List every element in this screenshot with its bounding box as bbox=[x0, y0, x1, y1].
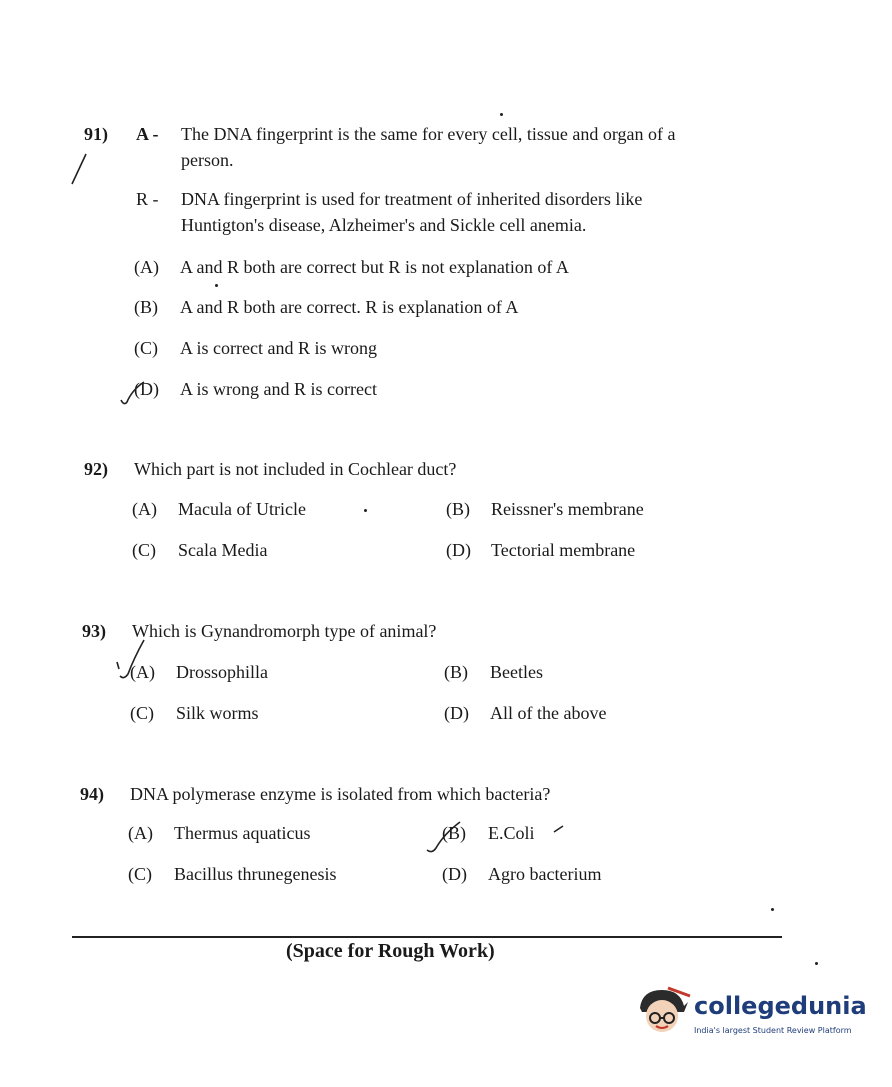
option-text: E.Coli bbox=[488, 823, 535, 843]
pen-stroke-mark bbox=[66, 150, 96, 190]
stray-dot bbox=[500, 113, 503, 116]
stray-dot bbox=[215, 284, 218, 287]
assertion-label: A - bbox=[136, 124, 159, 144]
option-label: (D) bbox=[446, 540, 471, 560]
option-text: A and R both are correct but R is not explanation of A bbox=[180, 257, 569, 277]
option-label: (D) bbox=[442, 864, 467, 884]
option-text: A is wrong and R is correct bbox=[180, 379, 377, 399]
stray-dot bbox=[815, 962, 818, 965]
option-text: A is correct and R is wrong bbox=[180, 338, 377, 358]
option-text: A and R both are correct. R is explanation of A bbox=[180, 297, 519, 317]
option-text: Drossophilla bbox=[176, 662, 268, 682]
option-text: Scala Media bbox=[178, 540, 268, 560]
question-text: DNA polymerase enzyme is isolated from which bacteria? bbox=[130, 784, 551, 804]
pen-stroke-mark bbox=[552, 824, 566, 834]
option-text: Bacillus thrunegenesis bbox=[174, 864, 337, 884]
question-number: 94) bbox=[80, 784, 104, 804]
tick-mark-icon bbox=[424, 818, 464, 858]
collegedunia-logo bbox=[632, 980, 867, 1050]
logo-tagline: India's largest Student Review Platform bbox=[694, 1026, 852, 1035]
stray-dot bbox=[364, 509, 367, 512]
question-text: Which is Gynandromorph type of animal? bbox=[132, 621, 437, 641]
option-label: (A) bbox=[134, 257, 159, 277]
assertion-text-line2: person. bbox=[181, 150, 234, 170]
assertion-text-line1: The DNA fingerprint is the same for every cell, tissue and organ of a bbox=[181, 124, 676, 144]
option-text: Silk worms bbox=[176, 703, 259, 723]
option-label: (D) bbox=[444, 703, 469, 723]
option-label: (C) bbox=[128, 864, 152, 884]
option-label: (B) bbox=[444, 662, 468, 682]
option-label: (B) bbox=[134, 297, 158, 317]
tick-mark-icon bbox=[118, 376, 148, 410]
option-label: (A) bbox=[130, 662, 155, 682]
option-label: (B) bbox=[446, 499, 470, 519]
stray-dot bbox=[771, 908, 774, 911]
question-number: 93) bbox=[82, 621, 106, 641]
option-text: All of the above bbox=[490, 703, 607, 723]
option-text: Beetles bbox=[490, 662, 543, 682]
logo-wordmark: collegedunia bbox=[694, 992, 867, 1020]
option-label: (C) bbox=[134, 338, 158, 358]
option-label: (D) bbox=[134, 379, 159, 399]
option-text: Reissner's membrane bbox=[491, 499, 644, 519]
mascot-icon bbox=[632, 982, 692, 1038]
option-label: (C) bbox=[132, 540, 156, 560]
reason-text-line1: DNA fingerprint is used for treatment of inherited disorders like bbox=[181, 189, 643, 209]
option-text: Tectorial membrane bbox=[491, 540, 636, 560]
rough-work-caption: (Space for Rough Work) bbox=[286, 940, 495, 962]
option-text: Macula of Utricle bbox=[178, 499, 306, 519]
reason-label: R - bbox=[136, 189, 159, 209]
option-label: (A) bbox=[128, 823, 153, 843]
option-text: Thermus aquaticus bbox=[174, 823, 311, 843]
question-number: 91) bbox=[84, 124, 108, 144]
option-label: (C) bbox=[130, 703, 154, 723]
option-label: (A) bbox=[132, 499, 157, 519]
option-label: (B) bbox=[442, 823, 466, 843]
option-text: Agro bacterium bbox=[488, 864, 602, 884]
question-number: 92) bbox=[84, 459, 108, 479]
reason-text-line2: Huntigton's disease, Alzheimer's and Sickle cell anemia. bbox=[181, 215, 587, 235]
tick-mark-icon bbox=[112, 636, 148, 686]
question-text: Which part is not included in Cochlear duct? bbox=[134, 459, 457, 479]
divider-line bbox=[72, 936, 782, 938]
